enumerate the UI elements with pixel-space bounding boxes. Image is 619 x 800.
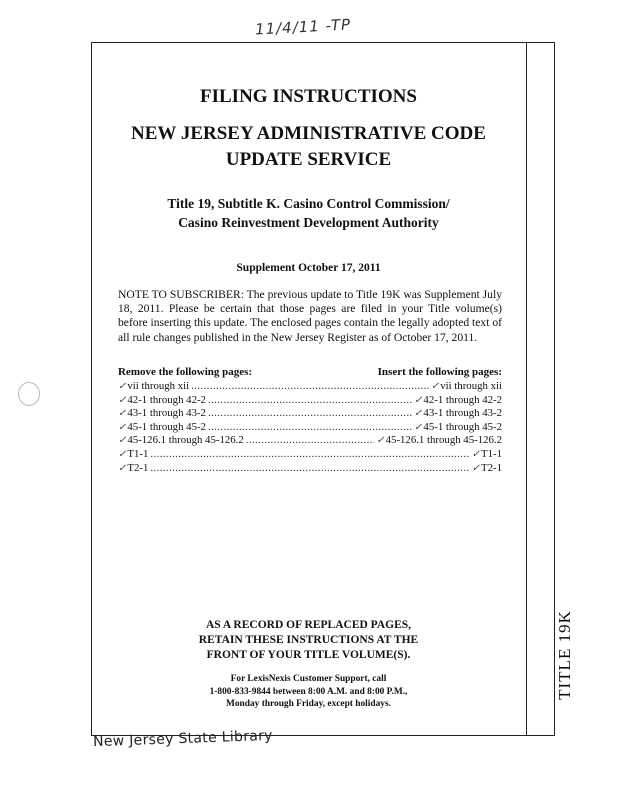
checkmark-icon: ✓ (414, 421, 423, 433)
checkmark-icon: ✓ (118, 421, 127, 433)
insert-pages: 45-126.1 through 45-126.2 (385, 434, 502, 447)
page-title: FILING INSTRUCTIONS (200, 86, 417, 107)
insert-pages: vii through xii (440, 380, 502, 392)
checkmark-icon: ✓ (376, 435, 385, 447)
list-item (118, 434, 502, 448)
record-line3: FRONT OF YOUR TITLE VOLUME(S). (206, 649, 411, 661)
customer-support (91, 673, 526, 711)
remove-pages: T1-1 (127, 447, 149, 460)
leader-dots (208, 394, 412, 406)
insert-pages: 45-1 through 45-2 (423, 420, 502, 433)
leader-dots (246, 434, 375, 446)
insert-pages: 43-1 through 43-2 (423, 407, 502, 420)
leader-dots (150, 462, 469, 474)
subtitle-line1: Title 19, Subtitle K. Casino Control Commission/ (167, 196, 450, 211)
side-divider (526, 42, 527, 736)
checkmark-icon: ✓ (118, 394, 127, 406)
remove-pages: T2-1 (127, 461, 149, 474)
checkmark-icon: ✓ (471, 448, 480, 460)
support-line3: Monday through Friday, except holidays. (226, 699, 391, 709)
list-item (118, 407, 502, 421)
page-list (118, 380, 502, 475)
checkmark-icon: ✓ (118, 462, 127, 474)
library-stamp: New Jersey State Library (92, 727, 274, 751)
list-item (118, 462, 502, 476)
list-item (118, 380, 502, 394)
handwritten-date-note: 11/4/11 -TP (254, 15, 352, 39)
remove-pages: 45-126.1 through 45-126.2 (127, 434, 244, 447)
leader-dots (208, 407, 412, 419)
code-title-line1: NEW JERSEY ADMINISTRATIVE CODE (131, 123, 486, 144)
record-line1: AS A RECORD OF REPLACED PAGES, (205, 619, 412, 631)
insert-pages: T1-1 (481, 447, 502, 460)
insert-heading: Insert the following pages: (377, 366, 502, 378)
list-item (118, 394, 502, 408)
supplement-date: Supplement October 17, 2011 (236, 262, 381, 274)
insert-pages: 42-1 through 42-2 (423, 393, 502, 406)
side-title: TITLE 19K (555, 610, 574, 700)
checkmark-icon: ✓ (414, 408, 423, 420)
list-item (118, 448, 502, 462)
subtitle (91, 194, 526, 232)
remove-pages: vii through xii (127, 380, 190, 392)
code-title-line2: UPDATE SERVICE (225, 149, 392, 170)
code-title (91, 121, 526, 173)
insert-pages: T2-1 (481, 461, 502, 474)
leader-dots (208, 421, 412, 433)
support-line1: For LexisNexis Customer Support, call (230, 674, 387, 684)
punch-hole (18, 382, 40, 406)
leader-dots (150, 448, 469, 460)
leader-dots (191, 380, 429, 392)
checkmark-icon: ✓ (430, 381, 440, 392)
remove-pages: 45-1 through 45-2 (127, 420, 206, 433)
subtitle-line2: Casino Reinvestment Development Authority (178, 215, 439, 230)
remove-pages: 43-1 through 43-2 (127, 407, 206, 420)
checkmark-icon: ✓ (118, 381, 127, 392)
checkmark-icon: ✓ (471, 462, 480, 474)
remove-heading: Remove the following pages: (118, 366, 253, 378)
checkmark-icon: ✓ (414, 394, 423, 406)
support-line2: 1-800-833-9844 between 8:00 A.M. and 8:00 P.M., (209, 686, 408, 697)
checkmark-icon: ✓ (118, 448, 127, 460)
record-line2: RETAIN THESE INSTRUCTIONS AT THE (198, 634, 419, 646)
checkmark-icon: ✓ (118, 408, 127, 420)
remove-pages: 42-1 through 42-2 (127, 393, 206, 406)
record-notice (91, 618, 526, 663)
note-to-subscriber: NOTE TO SUBSCRIBER: The previous update to Title 19K was Supplement July 18, 2011. Please be certain that those pages are filed in your Title volume(s) before inserting this update. The enclosed pages contain the legally adopted text of all rule changes published in the New Jersey Register as of October 17, 2011. (118, 288, 502, 344)
checkmark-icon: ✓ (118, 435, 127, 447)
list-item (118, 421, 502, 435)
